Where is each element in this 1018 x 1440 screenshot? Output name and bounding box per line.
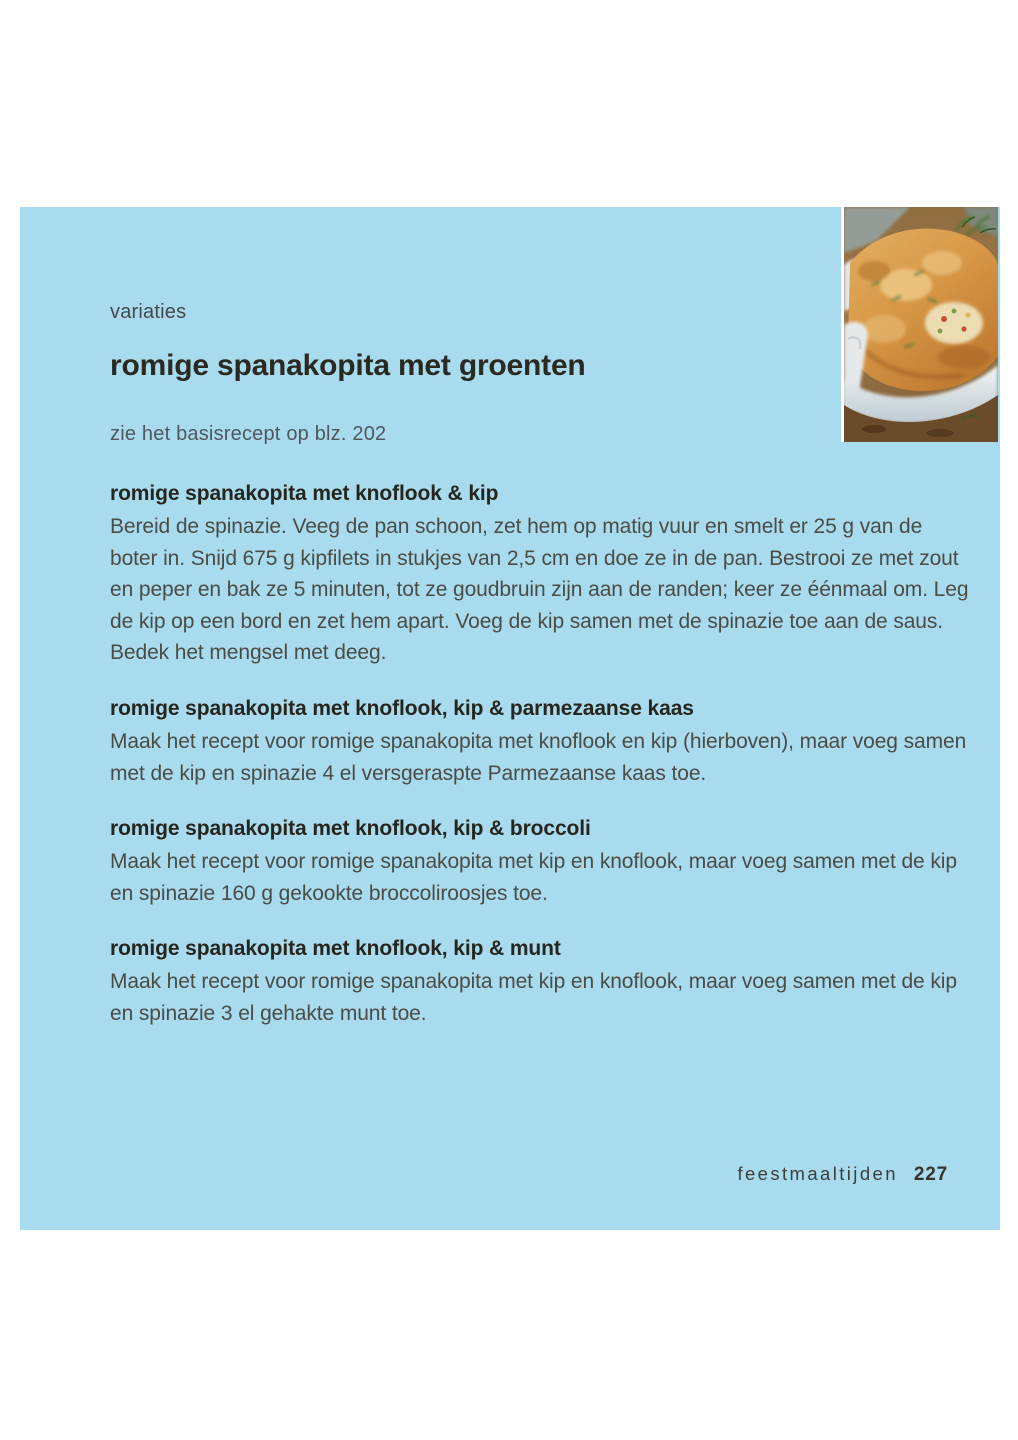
body-line: boter in. Snijd 675 g kipfilets in stukjes van 2,5 cm en doe ze in de pan. Bestrooi ze met zout	[110, 546, 959, 570]
section-heading: romige spanakopita met knoflook, kip & broccoli	[110, 817, 591, 840]
body-line: en spinazie 3 el gehakte munt toe.	[110, 1001, 427, 1025]
body-line: met de kip en spinazie 4 el versgeraspte Parmezaanse kaas toe.	[110, 761, 707, 785]
body-line: Bereid de spinazie. Veeg de pan schoon, zet hem op matig vuur en smelt er 25 g van de	[110, 515, 923, 538]
section-heading: romige spanakopita met knoflook, kip & parmezaanse kaas	[110, 697, 694, 720]
variation-section-knoflook-kip	[110, 479, 972, 669]
body-line: Maak het recept voor romige spanakopita met kip en knoflook, maar voeg samen met de kip	[110, 850, 957, 873]
cross-reference-note: zie het basisrecept op blz. 202	[110, 423, 387, 445]
page-title: romige spanakopita met groenten	[110, 349, 586, 382]
body-line: Bedek het mengsel met deeg.	[110, 641, 387, 664]
body-line: en peper en bak ze 5 minuten, tot ze goudbruin zijn aan de randen; keer ze éénmaal om. Leg	[110, 578, 969, 601]
variation-section-broccoli	[110, 814, 972, 909]
body-line: Maak het recept voor romige spanakopita met knoflook en kip (hierboven), maar voeg samen	[110, 730, 967, 753]
body-line: en spinazie 160 g gekookte broccoliroosjes toe.	[110, 881, 548, 905]
variation-section-parmezaanse-kaas	[110, 694, 972, 789]
variation-section-munt	[110, 934, 972, 1029]
section-heading: romige spanakopita met knoflook & kip	[110, 482, 499, 505]
body-line: de kip op een bord en zet hem apart. Voeg de kip samen met de spinazie toe aan de saus.	[110, 609, 944, 633]
chapter-label: feestmaaltijden	[737, 1163, 898, 1184]
page-footer	[737, 1163, 948, 1186]
body-line: Maak het recept voor romige spanakopita met kip en knoflook, maar voeg samen met de kip	[110, 970, 957, 993]
kicker-label: variaties	[110, 301, 187, 323]
section-heading: romige spanakopita met knoflook, kip & munt	[110, 937, 561, 960]
recipe-page	[20, 207, 1000, 1230]
page-number: 227	[913, 1164, 948, 1185]
recipe-photo	[841, 207, 998, 442]
spanakopita-photo-illustration	[844, 207, 998, 442]
